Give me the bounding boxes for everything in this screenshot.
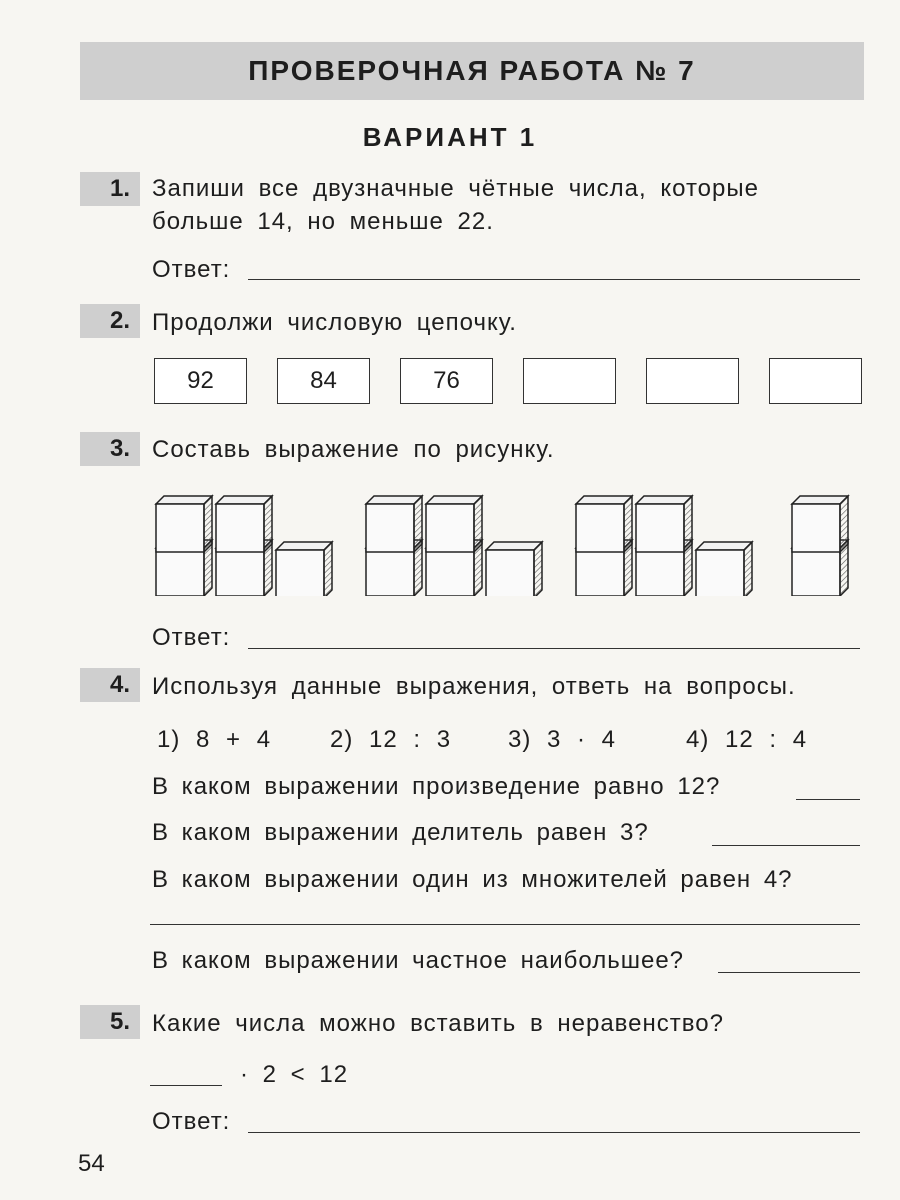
task-4-text: Используя данные выражения, ответь на вопросы. xyxy=(152,673,796,700)
chain-box-2: 84 xyxy=(277,358,370,404)
question-2: В каком выражении делитель равен 3? xyxy=(152,819,649,846)
expression-1: 1) 8 + 4 xyxy=(157,726,272,753)
expression-3: 3) 3 · 4 xyxy=(508,726,617,753)
page-title: ПРОВЕРОЧНАЯ РАБОТА № 7 xyxy=(248,55,696,86)
task-5-answer-line[interactable] xyxy=(248,1132,860,1133)
cube xyxy=(576,496,632,552)
cube xyxy=(636,496,692,552)
expression-2: 2) 12 : 3 xyxy=(330,726,452,753)
task-3-answer-line[interactable] xyxy=(248,648,860,649)
task-2-text: Продолжи числовую цепочку. xyxy=(152,309,517,336)
task-1-answer-line[interactable] xyxy=(248,279,860,280)
expression-4: 4) 12 : 4 xyxy=(686,726,808,753)
chain-box-6[interactable] xyxy=(769,358,862,404)
chain-box-4[interactable] xyxy=(523,358,616,404)
task-5-answer-label: Ответ: xyxy=(152,1108,231,1135)
cube xyxy=(792,496,848,552)
task-1-answer-label: Ответ: xyxy=(152,256,231,283)
task-1-number: 1. xyxy=(80,172,140,206)
chain-box-3: 76 xyxy=(400,358,493,404)
inequality-blank[interactable] xyxy=(150,1085,222,1086)
cube xyxy=(216,496,272,552)
task-3-text: Составь выражение по рисунку. xyxy=(152,436,555,463)
cube xyxy=(276,542,332,596)
question-1-answer-line[interactable] xyxy=(796,799,860,800)
cube xyxy=(366,496,422,552)
task-1-line-1: Запиши все двузначные чётные числа, которые xyxy=(152,175,759,202)
task-1-line-2: больше 14, но меньше 22. xyxy=(152,208,494,235)
question-4-answer-line[interactable] xyxy=(718,972,860,973)
title-bar xyxy=(80,42,864,100)
cube xyxy=(486,542,542,596)
chain-box-5[interactable] xyxy=(646,358,739,404)
task-4-number: 4. xyxy=(80,668,140,702)
task-3-answer-label: Ответ: xyxy=(152,624,231,651)
question-3-answer-line[interactable] xyxy=(150,924,860,925)
question-3: В каком выражении один из множителей равен 4? xyxy=(152,866,793,893)
cubes-picture xyxy=(150,492,850,596)
question-1: В каком выражении произведение равно 12? xyxy=(152,773,721,800)
inequality: · 2 < 12 xyxy=(240,1061,349,1088)
question-2-answer-line[interactable] xyxy=(712,845,860,846)
cube xyxy=(426,496,482,552)
task-3-number: 3. xyxy=(80,432,140,466)
cube xyxy=(696,542,752,596)
variant-heading: ВАРИАНТ 1 xyxy=(362,122,538,152)
page-number: 54 xyxy=(78,1150,105,1177)
cube xyxy=(156,496,212,552)
task-2-number: 2. xyxy=(80,304,140,338)
question-4: В каком выражении частное наибольшее? xyxy=(152,947,685,974)
chain-box-1: 92 xyxy=(154,358,247,404)
task-5-number: 5. xyxy=(80,1005,140,1039)
task-5-text: Какие числа можно вставить в неравенство? xyxy=(152,1010,724,1037)
